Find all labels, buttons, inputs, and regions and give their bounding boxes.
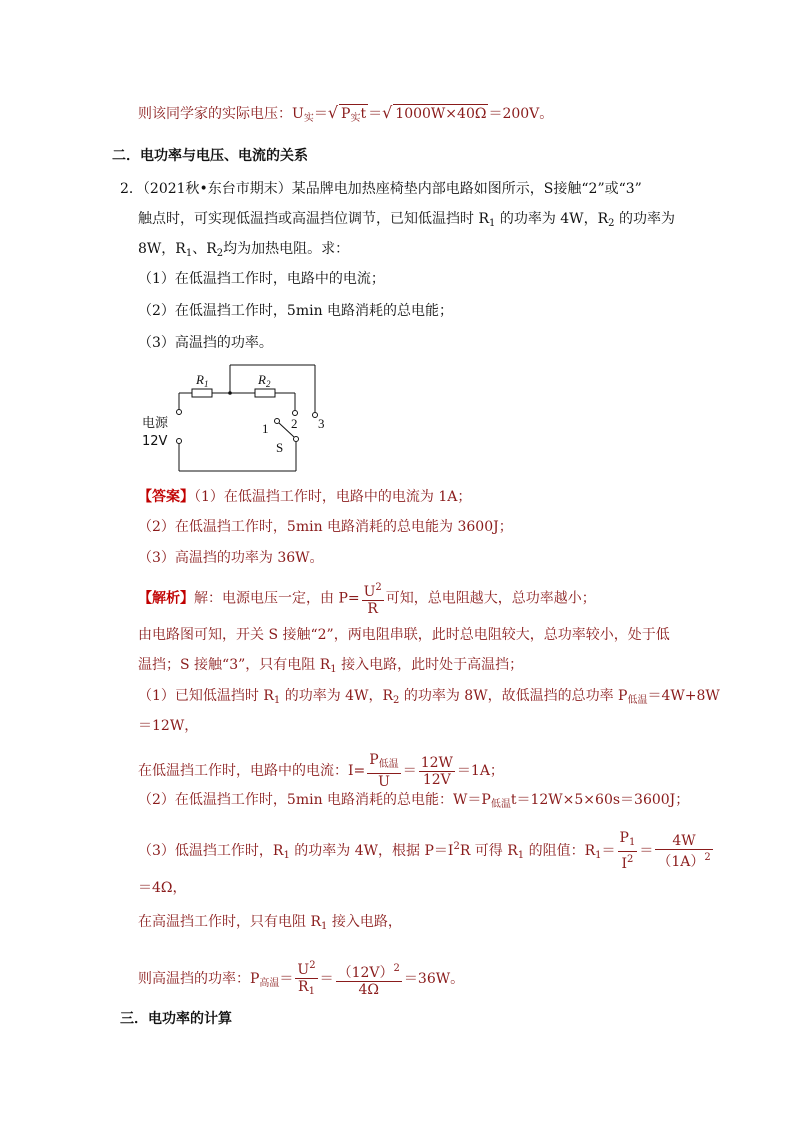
- junction-dot: [228, 391, 232, 395]
- r2-letter: R: [258, 372, 266, 387]
- sqrt-2: 1000W×40Ω: [395, 106, 487, 122]
- r2-label: [257, 372, 271, 389]
- an-l10b: 接入电路，: [327, 914, 402, 930]
- an-l3a: 温挡；S 接触“3”，只有电阻 R: [138, 657, 331, 673]
- an-l11f2ns: 2: [393, 962, 400, 974]
- answer-tag: 【答案】: [138, 489, 194, 505]
- analysis-line-3: [138, 656, 523, 679]
- equals-1: ＝: [313, 106, 328, 122]
- frac-den: [295, 979, 317, 1000]
- fraction-u2-r: [362, 580, 384, 617]
- fraction-p1-i2: [618, 830, 638, 872]
- voltage-result-line: [138, 104, 553, 128]
- frac-num: [336, 961, 402, 982]
- analysis-line-7: [138, 791, 689, 814]
- contact-1: [275, 419, 280, 424]
- p-l3a: 8W，R: [138, 241, 186, 257]
- resistor-r1: [192, 389, 212, 397]
- contact-1-label: 1: [262, 421, 269, 436]
- switch-pivot: [294, 437, 299, 442]
- an-l11f2n: （12V）: [337, 964, 394, 981]
- an-l8s2: 1: [517, 850, 525, 861]
- answer-3: （3）高温挡的功率为 36W。: [138, 550, 324, 566]
- section-3-title: 三．电功率的计算: [120, 1011, 232, 1027]
- sqrt1-tail: t: [360, 106, 367, 122]
- frac-num: [618, 830, 638, 852]
- sqrt-sign-1: √: [327, 103, 339, 122]
- an-l3b: 接入电路，此时处于高温挡；: [336, 657, 524, 673]
- voltage-result: ＝200V。: [488, 106, 554, 122]
- sqrt-sign-2: √: [382, 103, 393, 122]
- voltage-sub: 实: [303, 113, 314, 124]
- analysis-line-5: ＝12W，: [138, 718, 199, 734]
- fraction-12w-12v: [419, 755, 455, 788]
- analysis-line-4: [138, 687, 720, 710]
- p-l2s1: 1: [489, 218, 496, 229]
- p-l3s2: 2: [216, 248, 224, 259]
- an-l11s: 高温: [259, 978, 280, 989]
- analysis-line-8: [138, 830, 715, 872]
- section-2-title: 二．电功率与电压、电流的关系: [112, 148, 308, 164]
- an-l8f1n: P: [619, 830, 629, 846]
- p-l2c: 的功率为: [614, 211, 675, 227]
- p-l3s1: 1: [185, 248, 193, 259]
- an-l8f2n: 4W: [655, 833, 712, 850]
- p-l2a: 触点时，可实现低温挡或高温挡位调节，已知低温挡时 R: [138, 211, 489, 227]
- fraction-u2-r1: [295, 958, 317, 1000]
- an-l8e: ＝: [601, 843, 616, 859]
- frac-den: [655, 850, 712, 870]
- analysis-line-10: [138, 913, 402, 936]
- analysis-line-11: [138, 958, 464, 1000]
- an-l6f1ns: 低温: [378, 759, 399, 770]
- problem-number: 2．: [120, 181, 143, 197]
- an-l8a: （3）低温挡工作时，R: [138, 843, 284, 859]
- problem-line-3: [138, 240, 349, 263]
- an-l11f1ns: 2: [309, 960, 316, 971]
- an-l7b: t＝12W×5×60s＝3600J；: [510, 792, 690, 808]
- an-l11f2d: 4Ω: [358, 981, 380, 998]
- an-l4s1: 1: [273, 695, 281, 706]
- source-terminal-bottom: [177, 439, 182, 444]
- an-l1ns: 2: [375, 582, 382, 593]
- analysis-tag: 【解析】: [138, 590, 194, 607]
- sqrt-1: [339, 104, 368, 128]
- an-l4c: 的功率为 8W，故低温挡的总功率 P: [399, 688, 628, 704]
- an-l4s2: 2: [393, 695, 400, 706]
- p-l2s2: 2: [608, 218, 615, 229]
- contact-3: [313, 413, 318, 418]
- r2-sub: 2: [265, 379, 271, 389]
- an-l4a: （1）已知低温挡时 R: [138, 688, 274, 704]
- an-l11b: ＝36W。: [403, 971, 465, 987]
- source-label: 电源: [142, 416, 169, 431]
- an-l6f2d: 12V: [422, 771, 451, 788]
- answer-1: （1）在低温挡工作时，电路中的电流为 1A；: [194, 489, 472, 505]
- p-l3b: 、R: [192, 241, 217, 257]
- an-l11f1n: U: [297, 962, 310, 978]
- an-l8f2ds: 2: [704, 851, 711, 863]
- an-l1a: 解：电源电压一定，由 P=: [194, 590, 360, 607]
- answer-2: （2）在低温挡工作时，5min 电路消耗的总电能为 3600J；: [138, 519, 513, 535]
- fraction-p-u: [367, 752, 400, 790]
- an-l8f1ns: 1: [628, 837, 636, 848]
- an-l6eq: ＝: [402, 763, 417, 779]
- frac-den: [618, 852, 638, 872]
- an-l11a: 则高温挡的功率：P: [138, 971, 260, 987]
- fraction-4w-1a2: [655, 833, 712, 870]
- an-l7a: （2）在低温挡工作时，5min 电路消耗的总电能：W＝P: [138, 792, 491, 808]
- fraction-12v2-4ohm: [336, 961, 402, 998]
- an-l8f1ds: 2: [627, 854, 634, 865]
- p-l2b: 的功率为 4W，R: [495, 211, 609, 227]
- an-l8f1d: I: [621, 856, 628, 872]
- contact-2: [293, 411, 298, 416]
- an-l3s: 1: [330, 664, 337, 675]
- an-l4s3: 低温: [627, 695, 648, 706]
- an-l6a: 在低温挡工作时，电路中的电流：I=: [138, 763, 366, 779]
- an-l11eq1: ＝: [279, 971, 294, 987]
- an-l8s3: 1: [595, 850, 602, 861]
- an-l8d: 的阻值：R: [524, 843, 596, 859]
- an-l11f1d: R: [298, 979, 309, 995]
- analysis-line-9: ＝4Ω，: [138, 880, 187, 896]
- answer-line-1: [138, 488, 471, 506]
- an-l1b: 可知，总电阻越大，总功率越小；: [385, 590, 596, 607]
- voltage-prefix: 则该同学家的实际电压：U: [138, 106, 304, 122]
- an-l8c: R 可得 R: [459, 843, 518, 859]
- r1-letter: R: [196, 372, 204, 387]
- analysis-line-2: 由电路图可知，开关 S 接触“2”，两电阻串联，此时总电阻较大，总功率较小，处于低: [138, 627, 670, 643]
- an-l8s1: 1: [283, 850, 290, 861]
- an-l8sup: 2: [453, 841, 460, 852]
- sqrt1-sub: 实: [350, 113, 361, 124]
- an-l7s: 低温: [490, 799, 511, 810]
- an-l11eq2: ＝: [319, 971, 334, 987]
- an-l1n: U: [363, 584, 376, 600]
- source-terminal-top: [177, 410, 182, 415]
- an-l11f1ds: 1: [308, 986, 315, 997]
- sqrt1-text: P: [341, 106, 351, 122]
- analysis-line-6: [138, 752, 504, 790]
- p-l3c: 均为加热电阻。求：: [223, 241, 350, 257]
- circuit-diagram: [130, 355, 350, 480]
- an-l1d: R: [367, 601, 378, 617]
- an-l6f1n: P: [369, 752, 379, 768]
- frac-num: [367, 752, 400, 774]
- an-l8eq: ＝: [639, 843, 654, 859]
- an-l6f1d: U: [378, 774, 390, 790]
- an-l10a: 在高温挡工作时，只有电阻 R: [138, 914, 321, 930]
- an-l4b: 的功率为 4W，R: [280, 688, 394, 704]
- frac-num: [362, 580, 384, 601]
- problem-line-1: [120, 180, 642, 198]
- problem-line-2: [138, 210, 675, 233]
- analysis-line-1: [138, 580, 596, 617]
- switch-label: S: [276, 440, 284, 455]
- resistor-r2: [255, 389, 275, 397]
- equals-2: ＝: [368, 106, 383, 122]
- an-l6f2n: 12W: [420, 754, 453, 771]
- frac-num: [295, 958, 317, 979]
- question-1: （1）在低温挡工作时，电路中的电流；: [138, 271, 385, 287]
- an-l8f2d: （1A）: [657, 853, 705, 870]
- problem-line1-text: （2021秋•东台市期末）某品牌电加热座椅垫内部电路如图所示，S接触“2”或“3”: [142, 181, 642, 197]
- an-l10s: 1: [321, 921, 328, 932]
- an-l6b: ＝1A；: [456, 763, 504, 779]
- r1-sub: 1: [203, 379, 209, 389]
- question-3: （3）高温挡的功率。: [138, 335, 273, 351]
- source-voltage: 12V: [142, 434, 168, 449]
- an-l4d: ＝4W+8W: [647, 688, 720, 704]
- an-l8b: 的功率为 4W，根据 P＝I: [289, 843, 454, 859]
- question-2: （2）在低温挡工作时，5min 电路消耗的总电能；: [138, 303, 454, 319]
- contact-2-label: 2: [291, 416, 298, 431]
- contact-3-label: 3: [318, 416, 325, 431]
- r1-label: [195, 372, 208, 389]
